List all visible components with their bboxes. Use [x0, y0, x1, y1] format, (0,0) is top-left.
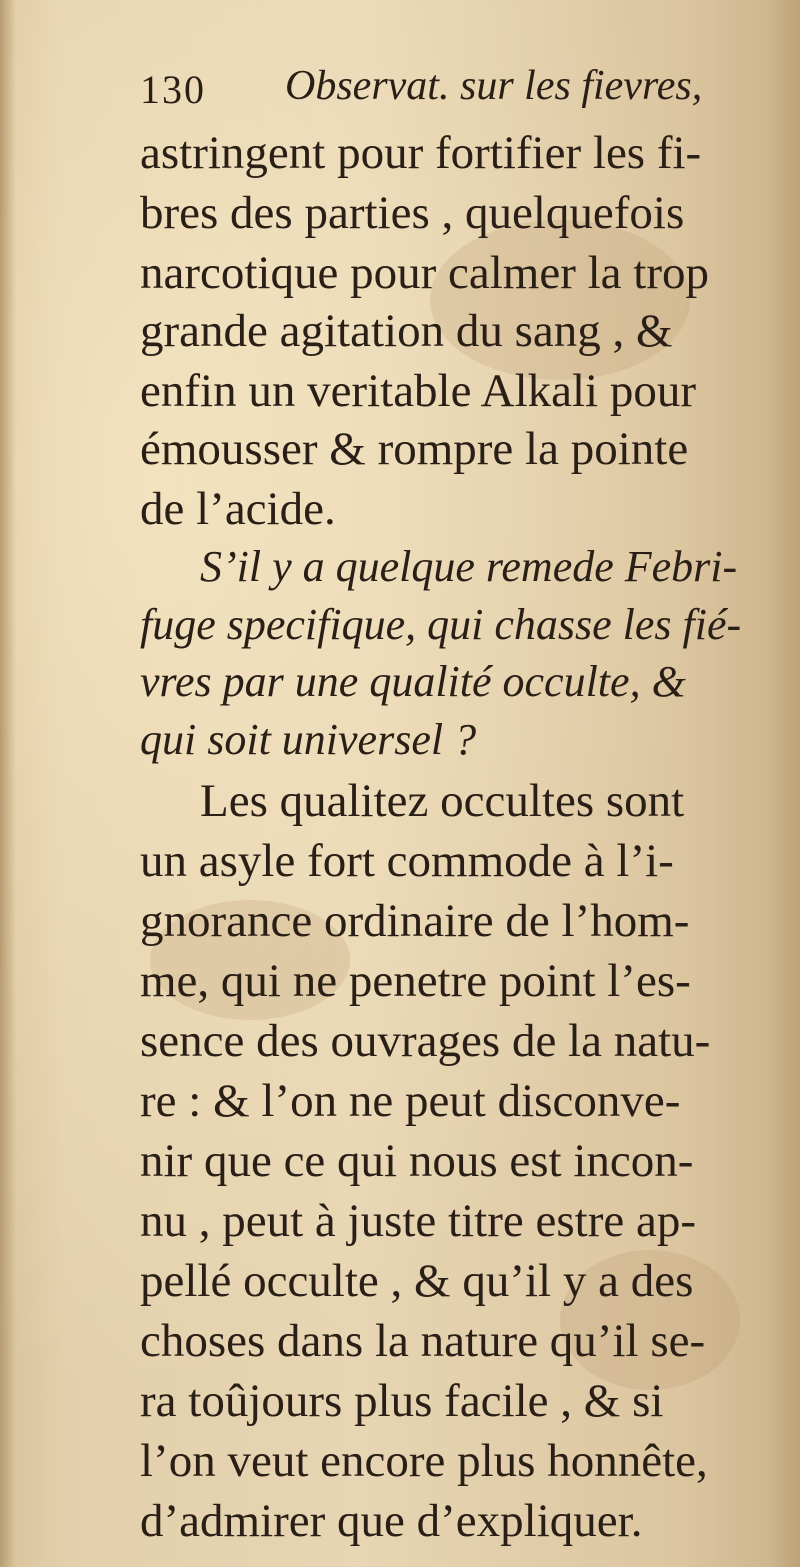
page-number: 130 [140, 67, 206, 112]
text-line: enfin un veritable Alkali pour [140, 365, 697, 417]
text-line: choses dans la nature qu’il se- [140, 1315, 706, 1367]
text-line: nir que ce qui nous est incon- [140, 1135, 694, 1187]
text-line: gnorance ordinaire de l’hom- [140, 895, 690, 947]
section-heading-line: qui soit universel ? [140, 715, 477, 764]
text-line: Les qualitez occultes sont [200, 775, 685, 827]
section-heading-line: vres par une qualité occulte, & [140, 657, 686, 706]
text-line: re : & l’on ne peut disconve- [140, 1075, 681, 1127]
text-line: astringent pour fortifier les fi- [140, 127, 702, 179]
text-line: me, qui ne penetre point l’es- [140, 955, 691, 1007]
text-line: un asyle fort commode à l’i- [140, 835, 674, 887]
text-line: nu , peut à juste titre estre ap- [140, 1195, 696, 1247]
text-line: narcotique pour calmer la trop [140, 247, 709, 299]
text-line: bres des parties , quelquefois [140, 187, 685, 239]
section-heading-line: fuge specifique, qui chasse les fié- [140, 600, 742, 649]
text-line: grande agitation du sang , & [140, 305, 673, 357]
text-line: émousser & rompre la pointe [140, 423, 689, 475]
text-line: sence des ouvrages de la natu- [140, 1015, 711, 1067]
running-title: Observat. sur les fievres, [285, 63, 703, 109]
text-line: pellé occulte , & qu’il y a des [140, 1255, 694, 1307]
text-line: l’on veut encore plus honnête, [140, 1435, 708, 1487]
text-line: d’admirer que d’expliquer. [140, 1495, 643, 1547]
text-line: ra toûjours plus facile , & si [140, 1375, 664, 1427]
text-line: de l’acide. [140, 483, 336, 535]
section-heading-line: S’il y a quelque remede Febri- [200, 542, 738, 591]
